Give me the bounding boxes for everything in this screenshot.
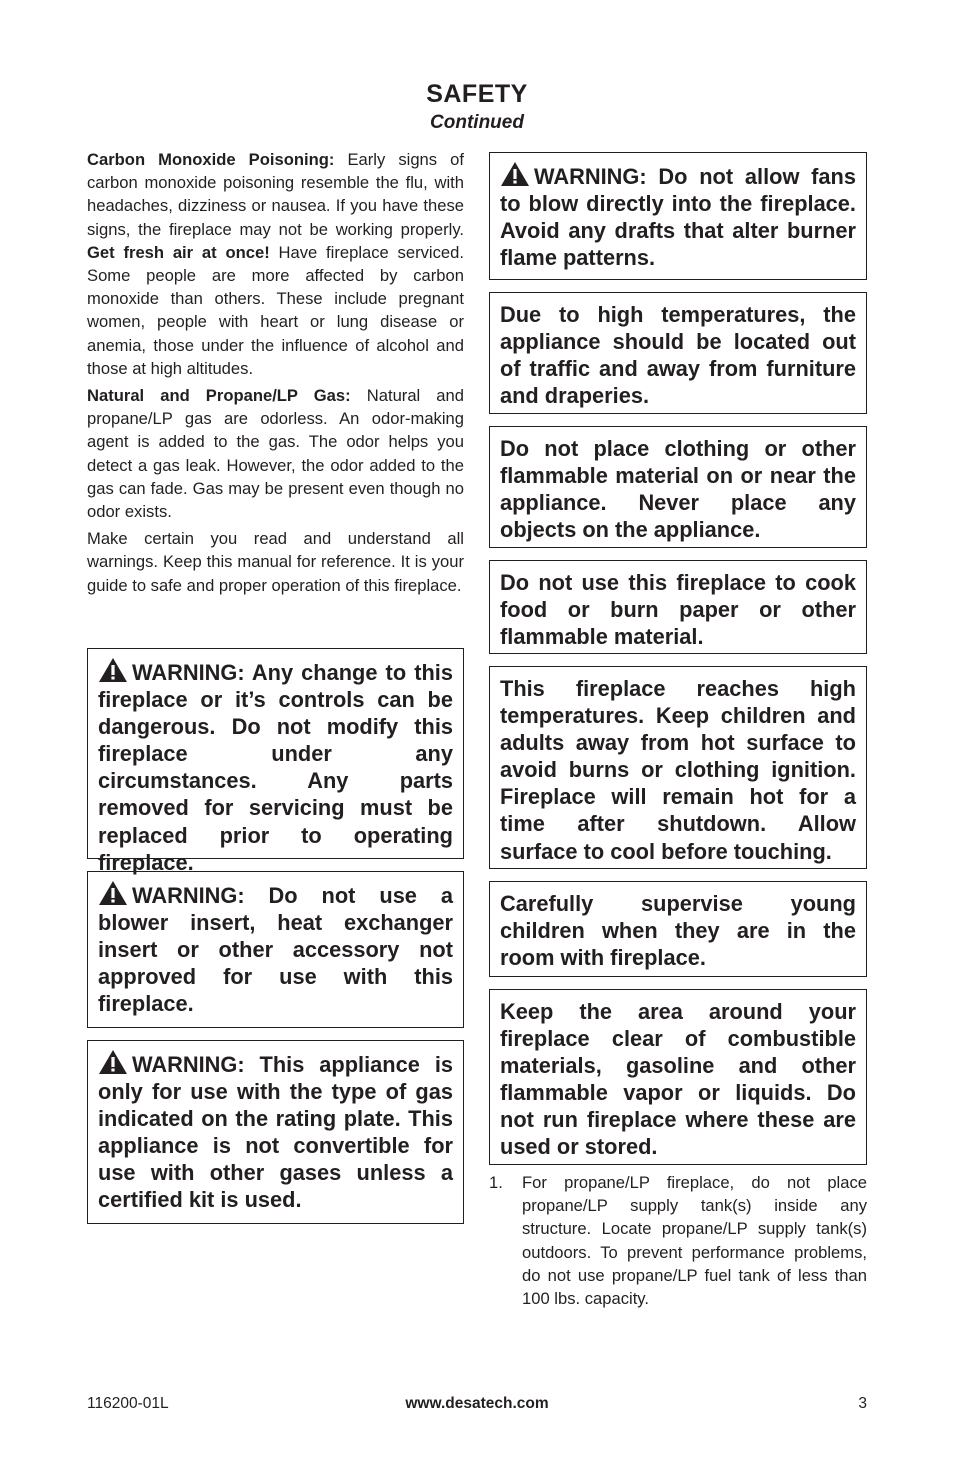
co-heading: Carbon Monoxide Poisoning:	[87, 150, 335, 169]
gas-heading: Natural and Propane/LP Gas:	[87, 386, 351, 406]
warning-triangle-icon	[98, 1049, 128, 1075]
warning-box-supervise: Carefully supervise young children when they are in the room with fireplace.	[489, 881, 867, 977]
warning-lead: WARNING: This appliance	[132, 1052, 420, 1077]
page-number: 3	[858, 1395, 867, 1412]
co-text-1: Early signs of carbon monoxide poisoning resemble the flu, with headaches, dizziness or nausea. If you have these signs, the fireplace may not be working properly.	[87, 150, 464, 239]
warning-box-cook: Do not use this fireplace to cook food or burn paper or other flammable material.	[489, 560, 867, 654]
warning-text: to blow directly into the fireplace. Avoid any drafts that alter burner flame patterns.	[500, 191, 856, 271]
gas-paragraph	[87, 384, 464, 523]
warning-box-combustibles: Keep the area around your fireplace clear of combustible materials, gasoline and other flammable vapor or liquids. Do not run fireplace where these are used or stored.	[489, 989, 867, 1165]
read-paragraph: Make certain you read and understand all warnings. Keep this manual for reference. It is your guide to safe and proper operation of this fireplace.	[87, 529, 464, 595]
warning-triangle-icon	[98, 880, 128, 906]
warning-box-fans	[489, 152, 867, 280]
warning-lead: WARNING: Do not use a	[132, 883, 453, 908]
warning-box-temperature: Due to high temperatures, the appliance should be located out of traffic and away from furniture and draperies.	[489, 292, 867, 414]
warning-box-gas-type	[87, 1040, 464, 1224]
page-subtitle: Continued	[430, 112, 524, 133]
gas-text: Natural and propane/LP gas are odorless. An odor-making agent is added to the gas. The odor helps you detect a gas leak. However, the odor added to the gas can fade. Gas may be present even though no odor exists.	[87, 386, 464, 522]
co-text-2: Have fireplace serviced. Some people are more affected by carbon monoxide than others. These include pregnant women, people with heart or lung disease or anemia, those under the influence of alcohol and those at high altitudes.	[87, 242, 464, 378]
warning-box-blower	[87, 871, 464, 1028]
warning-text: this fireplace or it’s controls can be dangerous. Do not modify this fireplace under any circumstances. Any parts removed for servicing must be replaced prior to operating fireplace.	[98, 660, 453, 875]
co-bold: Get fresh air at once!	[87, 242, 270, 262]
warning-triangle-icon	[98, 657, 128, 683]
warning-box-modify	[87, 648, 464, 875]
co-paragraph	[87, 148, 464, 380]
warning-text: is only for use with the type of gas indicated on the rating plate. This appliance is not convertible for use with other gases unless a certified kit is used.	[98, 1052, 453, 1213]
warning-box-clothing: Do not place clothing or other flammable material on or near the appliance. Never place any objects on the appliance.	[489, 426, 867, 548]
warning-lead: WARNING: Any change to	[132, 660, 407, 685]
warning-lead: WARNING: Do not allow fans	[534, 164, 856, 189]
numbered-note	[489, 1171, 867, 1310]
website-link[interactable]: www.desatech.com	[405, 1395, 549, 1412]
doc-number: 116200-01L	[87, 1395, 169, 1412]
warning-text: blower insert, heat exchanger insert or other accessory not approved for use with this fireplace.	[98, 910, 453, 1017]
left-column	[87, 148, 464, 601]
note-text: For propane/LP fireplace, do not place propane/LP supply tank(s) inside any structure. Locate propane/LP supply tank(s) outdoors. To prevent performance problems, do not use propane/LP fuel tank of less than 100 lbs. capacity.	[522, 1173, 867, 1309]
warning-box-hot-surface: This fireplace reaches high temperatures. Keep children and adults away from hot surface to avoid burns or clothing ignition. Fireplace will remain hot for a time after shutdown. Allow surface to cool before touching.	[489, 666, 867, 869]
note-number: 1.	[489, 1173, 503, 1192]
page-title: SAFETY	[426, 80, 528, 108]
warning-triangle-icon	[500, 161, 530, 187]
